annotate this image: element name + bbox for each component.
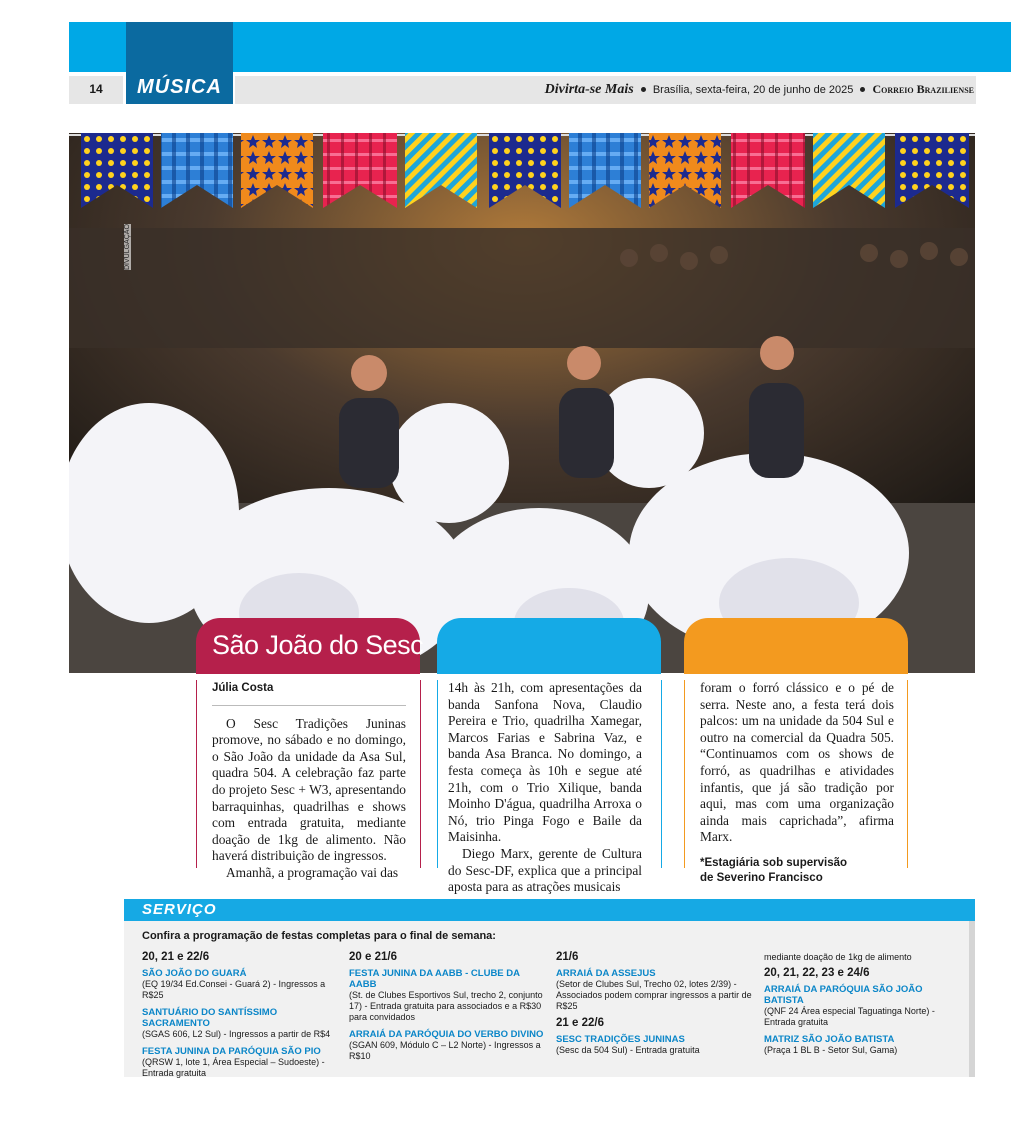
event-details: (QNF 24 Área especial Taguatinga Norte) - Entrada gratuita	[764, 1006, 935, 1027]
event-entry	[764, 984, 964, 1028]
event-entry	[142, 1046, 342, 1079]
event-entry	[349, 1029, 549, 1062]
event-details: (EQ 19/34 Ed.Consei - Guará 2) - Ingressos a R$25	[142, 979, 326, 1000]
event-entry	[142, 1007, 342, 1040]
event-entry	[556, 1034, 756, 1056]
event-date: 21 e 22/6	[556, 1017, 604, 1029]
servico-column-1	[142, 952, 342, 1085]
article-column-2	[448, 680, 642, 896]
event-date: 20 e 21/6	[349, 951, 397, 963]
body-paragraph: O Sesc Tradições Juninas promove, no sábado e no domingo, o São João da unidade da Asa Sul, quadra 504. A celebração faz parte do projeto Sesc + W3, apresentando barraquinhas, quadrilhas e shows com entrada gratuita, mediante doação de 1kg de alimento. Não haverá distribuição de ingressos.	[212, 715, 406, 864]
servico-column-2	[349, 952, 549, 1068]
deco-tab-blue	[437, 618, 661, 674]
event-details: (QRSW 1, lote 1, Área Especial – Sudoeste) - Entrada gratuita	[142, 1057, 325, 1078]
column-rule	[437, 680, 438, 868]
article-photo	[69, 133, 975, 673]
event-name: SÃO JOÃO DO GUARÁ	[142, 968, 247, 979]
event-details: (Praça 1 BL B - Setor Sul, Gama)	[764, 1045, 898, 1055]
body-paragraph: 14h às 21h, com apresentações da banda Sanfona Nova, Claudio Pereira e Trio, quadrilha Xamegar, Marcos Farias e Sabrina Vaz, e banda Asa Branca. No domingo, a festa começa às 10h e segue até 21h, com o Trio Xilique, banda Moinho D'água, quadrilha Arroxa o Nó, trio Pinga Fogo e Baile da Maisinha.	[448, 680, 642, 845]
column-rule	[420, 680, 421, 868]
event-date: 20, 21 e 22/6	[142, 951, 210, 963]
separator-dot	[860, 87, 865, 92]
servico-title: SERVIÇO	[142, 901, 217, 918]
event-entry	[556, 968, 756, 1012]
event-name: ARRAIÁ DA ASSEJUS	[556, 968, 656, 979]
column-rule	[661, 680, 662, 868]
section-label: MÚSICA	[137, 76, 222, 98]
article-column-3	[700, 680, 894, 886]
servico-intro: Confira a programação de festas completas para o final de semana:	[142, 930, 496, 942]
event-details: (St. de Clubes Esportivos Sul, trecho 2, conjunto 17) - Entrada gratuita para associados e a R$30 para convidados	[349, 990, 543, 1022]
event-name: FESTA JUNINA DA PARÓQUIA SÃO PIO	[142, 1046, 321, 1057]
publication-name: Divirta-se Mais	[544, 82, 634, 97]
event-details: (SGAS 606, L2 Sul) - Ingressos a partir de R$4	[142, 1029, 331, 1039]
page-number: 14	[89, 82, 103, 96]
servico-column-4	[764, 952, 964, 1062]
event-details: (SGAN 609, Módulo C – L2 Norte) - Ingressos a R$10	[349, 1040, 541, 1061]
event-entry	[142, 968, 342, 1001]
body-paragraph: foram o forró clássico e o pé de serra. Neste ano, a festa terá dois palcos: um na unidade da 504 Sul e outro na comercial da Quadra 505. “Continuamos com os shows de forró, as quadrilhas e atividades infantis, que já são tradição por aqui, mas com uma organização ainda mais caprichada”, afirma Marx.	[700, 680, 894, 845]
event-name: FESTA JUNINA DA AABB - CLUBE DA AABB	[349, 968, 520, 990]
event-details: (Setor de Clubes Sul, Trecho 02, lotes 2/39) - Associados podem comprar ingressos a partir de R$25	[556, 979, 752, 1011]
event-continuation: mediante doação de 1kg de alimento	[764, 952, 912, 962]
article-byline: Júlia Costa	[212, 680, 406, 706]
servico-column-3	[556, 952, 756, 1062]
footnote-line: de Severino Francisco	[700, 871, 823, 884]
column-rule	[684, 680, 685, 868]
article-title: São João do Sesc	[212, 630, 424, 660]
event-name: SANTUÁRIO DO SANTÍSSIMO SACRAMENTO	[142, 1007, 278, 1029]
event-name: MATRIZ SÃO JOÃO BATISTA	[764, 1034, 895, 1045]
event-details: (Sesc da 504 Sul) - Entrada gratuita	[556, 1045, 700, 1055]
article-column-1	[212, 680, 406, 882]
event-date: 21/6	[556, 951, 579, 963]
column-rule	[196, 680, 197, 868]
event-date: 20, 21, 22, 23 e 24/6	[764, 967, 870, 979]
event-name: ARRAIÁ DA PARÓQUIA DO VERBO DIVINO	[349, 1029, 544, 1040]
header-corner-block	[69, 22, 123, 72]
photo-illustration	[69, 133, 975, 673]
event-entry	[349, 968, 549, 1023]
header-dateline	[545, 82, 974, 98]
body-paragraph: Diego Marx, gerente de Cultura do Sesc-DF, explica que a principal aposta para as atrações musicais	[448, 845, 642, 895]
separator-dot	[641, 87, 646, 92]
body-paragraph: Amanhã, a programação vai das	[226, 864, 399, 880]
event-name: SESC TRADIÇÕES JUNINAS	[556, 1034, 685, 1045]
article-footnote	[700, 856, 894, 886]
deco-tab-orange	[684, 618, 908, 674]
footnote-line: *Estagiária sob supervisão	[700, 856, 848, 869]
event-entry	[764, 1034, 964, 1056]
event-name: ARRAIÁ DA PARÓQUIA SÃO JOÃO BATISTA	[764, 984, 923, 1006]
dateline-text: Brasília, sexta-feira, 20 de junho de 2025	[652, 84, 854, 96]
photo-credit: DIVULGAÇÃO	[124, 224, 131, 270]
column-rule	[907, 680, 908, 868]
servico-header-bar	[124, 899, 975, 921]
newspaper-name: Correio Braziliense	[872, 82, 974, 96]
